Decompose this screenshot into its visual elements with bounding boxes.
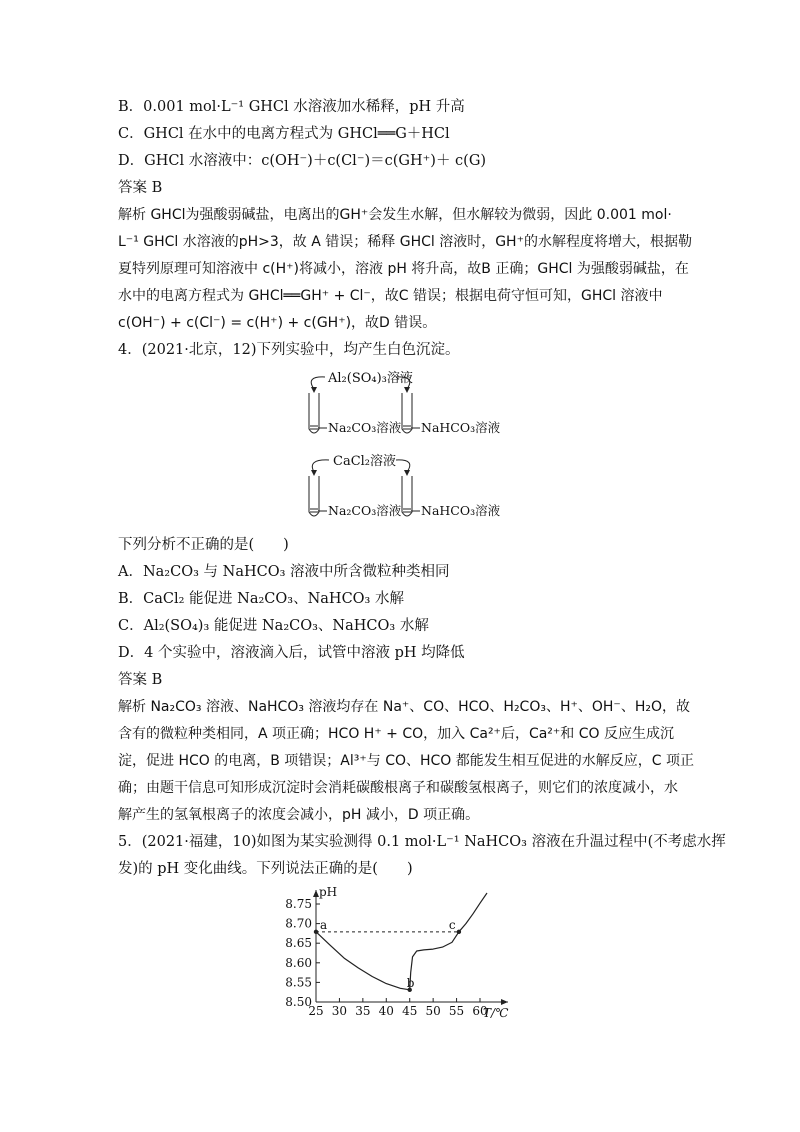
test-tube [309,476,319,516]
option-d-line: D．GHCl 水溶液中：c(OH⁻)＋c(Cl⁻)＝c(GH⁺)＋ c(G) [118,153,487,169]
x-tick-label: 60 [472,1004,488,1018]
option-c-line: C．GHCl 在水中的电离方程式为 GHCl══G＋HCl [118,126,450,142]
y-tick-label: 8.55 [285,975,312,990]
x-tick-label: 55 [448,1004,465,1018]
answer-line: 答案 B [118,672,163,688]
x-tick-label: 45 [402,1004,418,1018]
ph-temperature-chart [270,880,530,1030]
x-tick-label: 25 [308,1004,324,1018]
x-tick-label: 35 [355,1004,371,1018]
option-c-line: C．Al₂(SO₄)₃ 能促进 Na₂CO₃、NaHCO₃ 水解 [118,618,429,634]
analysis-line: 解析 GHCl为强酸弱碱盐，电离出的GH⁺会发生水解，但水解较为微弱，因此 0.001 mol· [118,207,672,223]
point-label: c [448,917,456,932]
question-5-stem: 5．(2021·福建，10)如图为某实验测得 0.1 mol·L⁻¹ NaHCO₃ 溶液在升温过程中(不考虑水挥 [118,834,726,850]
y-tick-label: 8.70 [285,916,312,931]
analysis-line: 解析 Na₂CO₃ 溶液、NaHCO₃ 溶液均存在 Na⁺、CO、HCO、H₂CO₃、H⁺、OH⁻、H₂O，故 [118,699,690,715]
y-tick-label: 8.60 [285,955,312,970]
x-axis-arrow [501,999,508,1005]
analysis-line: L⁻¹ GHCl 水溶液的pH>3，故 A 错误；稀释 GHCl 溶液时，GH⁺的水解程度将增大，根据勒 [118,234,692,250]
analysis-line: 解产生的氢氧根离子的浓度会减小，pH 减小，D 项正确。 [118,807,480,823]
experiment-diagram [0,360,800,530]
x-tick-label: 50 [425,1004,441,1018]
question-4-stem: 4．(2021·北京，12)下列实验中，均产生白色沉淀。 [118,342,460,358]
arrowhead [311,387,317,393]
question-4-prompt: 下列分析不正确的是( ) [118,537,289,553]
y-axis-label: pH [319,885,338,899]
answer-line: 答案 B [118,180,163,196]
point-label: b [406,975,415,990]
test-tube [402,476,412,516]
analysis-line: 夏特列原理可知溶液中 c(H⁺)将减小，溶液 pH 将升高，故B 正确；GHCl 为强酸弱碱盐，在 [118,261,689,277]
test-tube [309,393,319,433]
tube-label-nahco3: NaHCO₃溶液 [421,420,501,435]
analysis-line: c(OH⁻) + c(Cl⁻) = c(H⁺) + c(GH⁺)，故D 错误。 [118,315,437,331]
option-b-line: B．0.001 mol·L⁻¹ GHCl 水溶液加水稀释，pH 升高 [118,99,465,115]
test-tube [402,393,412,433]
option-a-line: A．Na₂CO₃ 与 NaHCO₃ 溶液中所含微粒种类相同 [118,564,450,580]
data-point [457,930,461,934]
tube-label-nahco3: NaHCO₃溶液 [421,503,501,518]
option-d-line: D．4 个实验中，溶液滴入后，试管中溶液 pH 均降低 [118,645,465,661]
analysis-line: 水中的电离方程式为 GHCl══GH⁺ + Cl⁻，故C 错误；根据电荷守恒可知，GHCl 溶液中 [118,288,663,304]
analysis-line: 淀，促进 HCO 的电离，B 项错误；Al³⁺与 CO、HCO 都能发生相互促进的水解反应，C 项正 [118,753,694,769]
data-point [314,930,318,934]
option-b-line: B．CaCl₂ 能促进 Na₂CO₃、NaHCO₃ 水解 [118,591,404,607]
arrowhead [311,470,317,476]
point-label: a [320,917,328,932]
arrowhead [404,470,410,476]
y-tick-label: 8.65 [285,936,312,951]
analysis-line: 确；由题干信息可知形成沉淀时会消耗碳酸根离子和碳酸氢根离子，则它们的浓度减小，水 [118,780,678,796]
question-5-stem: 发)的 pH 变化曲线。下列说法正确的是( ) [118,861,413,877]
y-tick-label: 8.50 [285,995,312,1009]
x-axis-label: T/℃ [483,1006,509,1020]
arrowhead [404,387,410,393]
analysis-line: 含有的微粒种类相同，A 项正确；HCO H⁺ + CO，加入 Ca²⁺后，Ca²⁺和 CO 反应生成沉 [118,726,674,742]
y-tick-label: 8.75 [285,897,312,911]
x-tick-label: 40 [378,1004,394,1018]
reagent-label-al2so4: Al₂(SO₄)₃溶液 [328,371,413,386]
tube-label-na2co3: Na₂CO₃溶液 [328,420,402,435]
ph-curve-line [316,893,487,990]
reagent-label-cacl2: CaCl₂溶液 [333,454,397,469]
x-tick-label: 30 [331,1004,348,1018]
tube-label-na2co3: Na₂CO₃溶液 [328,503,402,518]
